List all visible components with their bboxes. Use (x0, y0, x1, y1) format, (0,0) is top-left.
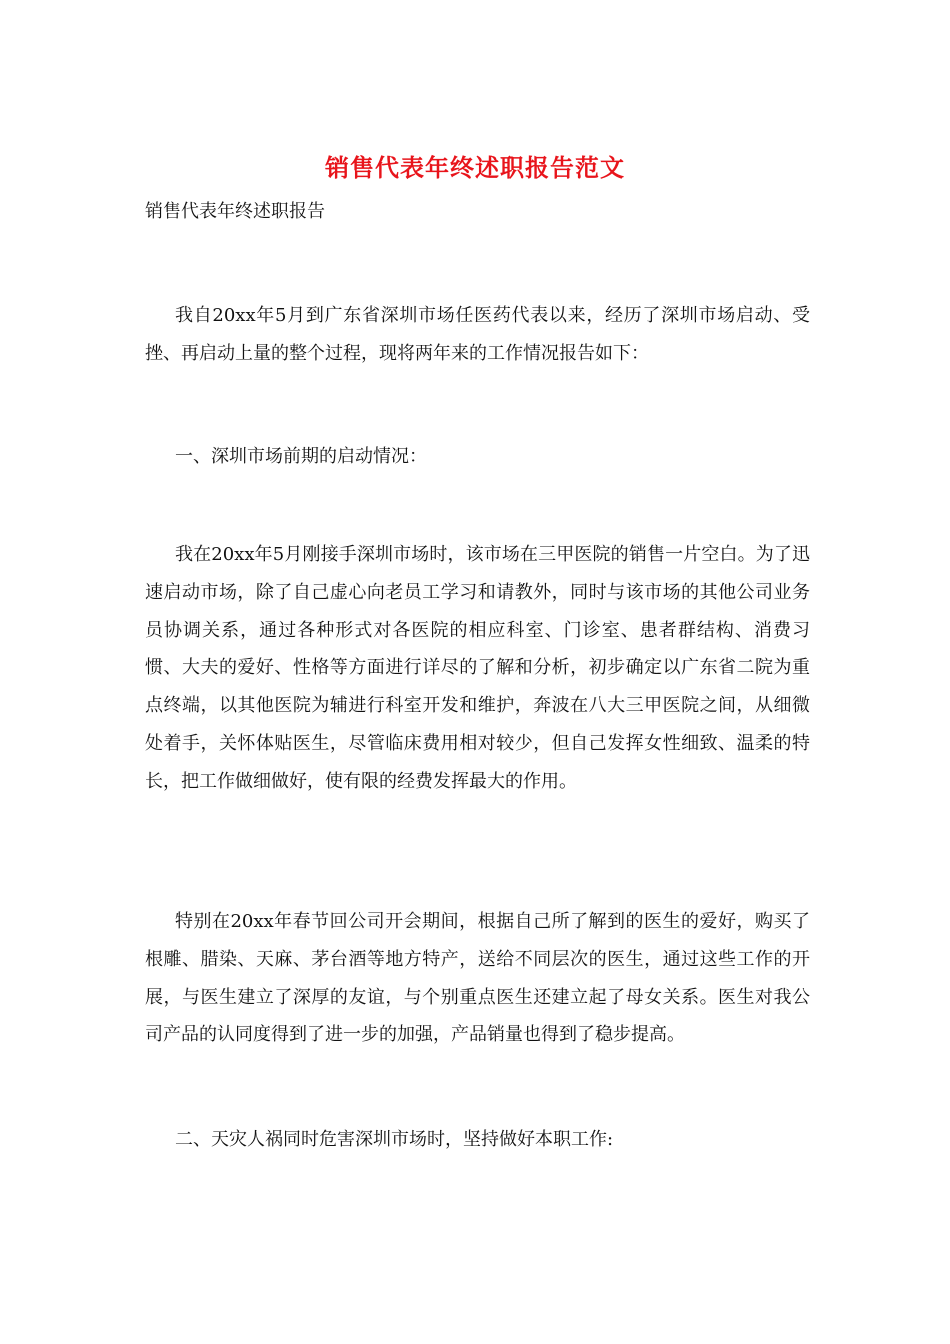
section-heading-1: 一、深圳市场前期的启动情况： (175, 446, 427, 467)
intro-paragraph: 我自20xx年5月到广东省深圳市场任医药代表以来，经历了深圳市场启动、受挫、再启动上量的整个过程，现将两年来的工作情况报告如下： (145, 305, 810, 364)
body-paragraph: 我在20xx年5月刚接手深圳市场时，该市场在三甲医院的销售一片空白。为了迅速启动市场，除了自己虚心向老员工学习和请教外，同时与该市场的其他公司业务员协调关系，通过各种形式对各医院的相应科室、门诊室、患者群结构、消费习惯、大夫的爱好、性格等方面进行详尽的了解和分析，初步确定以广东省二院为重点终端，以其他医院为辅进行科室开发和维护，奔波在八大三甲医院之间，从细微处着手，关怀体贴医生，尽管临床费用相对较少，但自己发挥女性细致、温柔的特长，把工作做细做好，使有限的经费发挥最大的作用。 (145, 544, 810, 792)
section-heading-2: 二、天灾人祸同时危害深圳市场时，坚持做好本职工作: (175, 1129, 614, 1150)
body-paragraph: 特别在20xx年春节回公司开会期间，根据自己所了解到的医生的爱好，购买了根雕、腊染、天麻、茅台酒等地方特产，送给不同层次的医生，通过这些工作的开展，与医生建立了深厚的友谊，与个别重点医生还建立起了母女关系。医生对我公司产品的认同度得到了进一步的加强，产品销量也得到了稳步提高。 (145, 911, 810, 1046)
document-title: 销售代表年终述职报告范文 (325, 153, 625, 182)
document-subtitle: 销售代表年终述职报告 (145, 201, 325, 222)
